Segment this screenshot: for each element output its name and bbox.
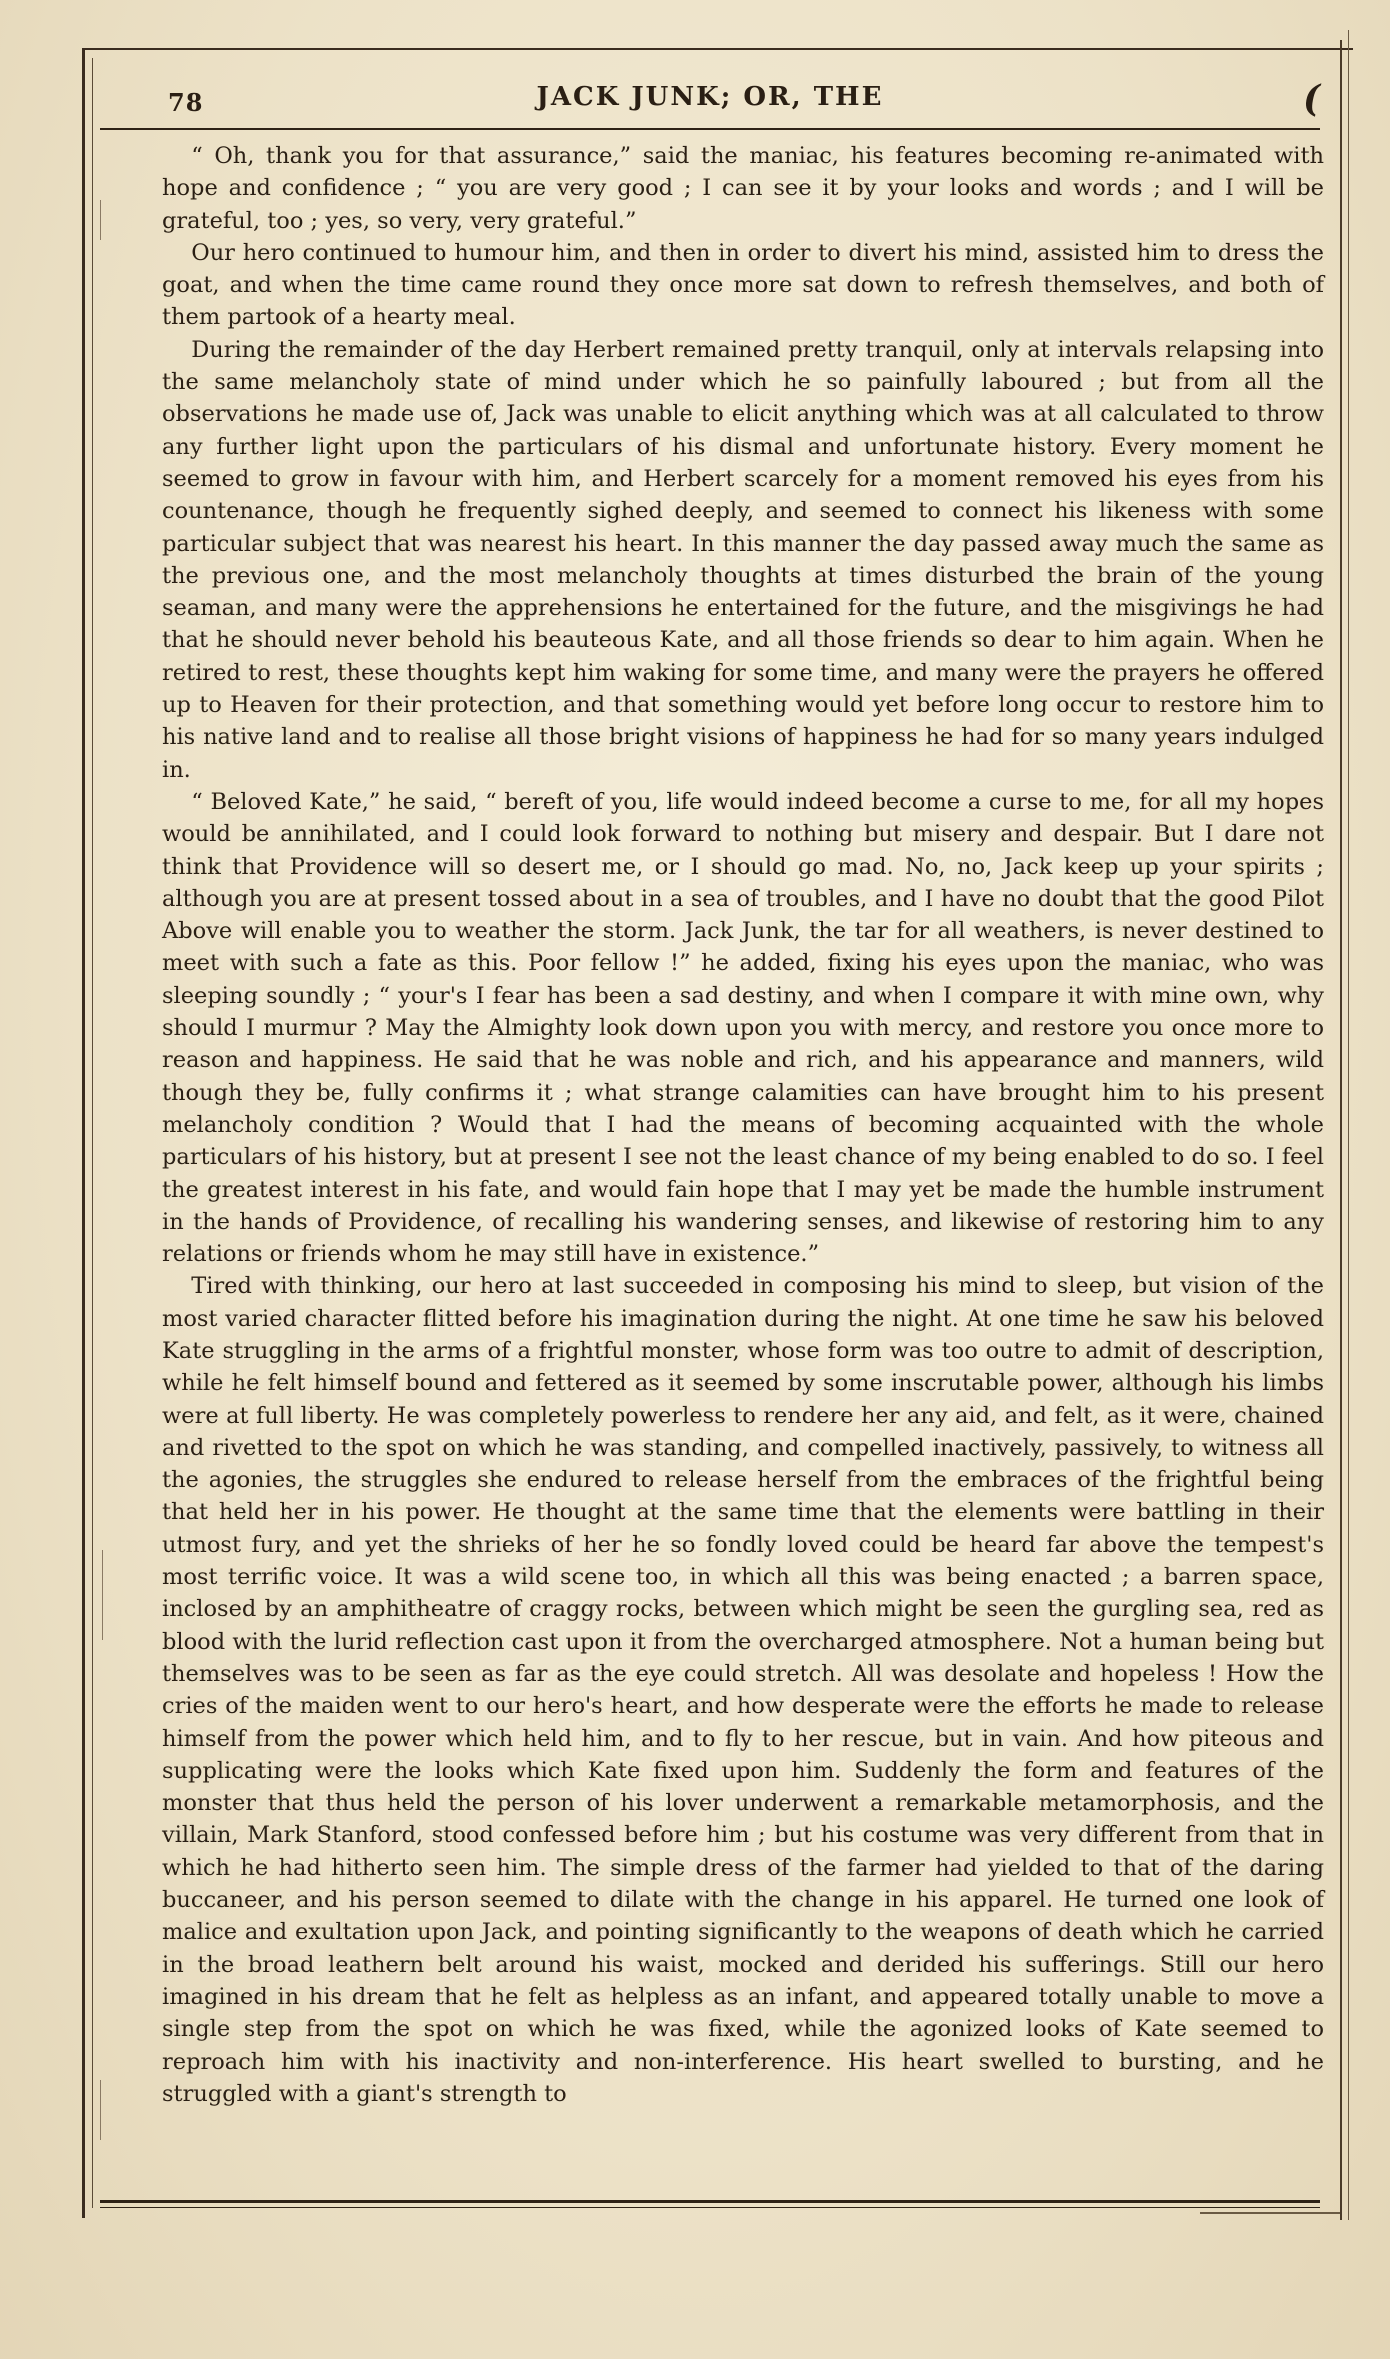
footer-double-rule <box>100 2200 1320 2208</box>
paragraph-1: “ Oh, thank you for that assurance,” said the maniac, his features becoming re-animated with hope and confidence ; “ you are very good ; I can see it by your looks and words ; and I will be grateful, too ; yes, so very, very grateful.” <box>162 143 1324 234</box>
running-title: JACK JUNK; OR, THE <box>536 82 884 112</box>
page-number: 78 <box>168 88 204 117</box>
paragraph-5: Tired with thinking, our hero at last succeeded in composing his mind to sleep, but vision of the most varied character flitted before his imagination during the night. At one time he saw his beloved Kate struggling in the arms of a frightful monster, whose form was too outre to admit of description, while he felt himself bound and fettered as it seemed by some inscrutable power, although his limbs were at full liberty. He was completely powerless to rendere her any aid, and felt, as it were, chained and rivetted to the spot on which he was standing, and compelled inactively, passively, to witness all the agonies, the struggles she endured to release herself from the embraces of the frightful being that held her in his power. He thought at the same time that the elements were battling in their utmost fury, and yet the shrieks of her he so fondly loved could be heard far above the tempest's most terrific voice. It was a wild scene too, in which all this was being enacted ; a barren space, inclosed by an amphitheatre of craggy rocks, between which might be seen the gurgling sea, red as blood with the lurid reflection cast upon it from the overcharged atmosphere. Not a human being but themselves was to be seen as far as the eye could stretch. All was desolate and hopeless ! How the cries of the maiden went to our hero's heart, and how desperate were the efforts he made to release himself from the power which held him, and to fly to her rescue, but in vain. And how piteous and supplicating were the looks which Kate fixed upon him. Suddenly the form and features of the monster that thus held the person of his lover underwent a remarkable metamorphosis, and the villain, Mark Stanford, stood confessed before him ; but his costume was very different from that in which he had hitherto seen him. The simple dress of the farmer had yielded to that of the daring buccaneer, and his person seemed to dilate with the change in his apparel. He turned one look of malice and exultation upon Jack, and pointing significantly to the weapons of death which he carried in the broad leathern belt around his waist, mocked and derided his sufferings. Still our hero imagined in his dream that he felt as helpless as an infant, and appeared totally unable to move a single step from the spot on which he was fixed, while the agonized looks of Kate seemed to reproach him with his inactivity and non-interference. His heart swelled to bursting, and he struggled with a giant's strength to <box>162 1273 1324 2107</box>
paragraph-3: During the remainder of the day Herbert remained pretty tranquil, only at intervals relapsing into the same melancholy state of mind under which he so painfully laboured ; but from all the observations he made use of, Jack was unable to elicit anything which was at all calculated to throw any further light upon the particulars of his dismal and unfortunate history. Every moment he seemed to grow in favour with him, and Herbert scarcely for a moment removed his eyes from his countenance, though he frequently sighed deeply, and seemed to connect his likeness with some particular subject that was nearest his heart. In this manner the day passed away much the same as the previous one, and the most melancholy thoughts at times disturbed the brain of the young seaman, and many were the apprehensions he entertained for the future, and the misgivings he had that he should never behold his beauteous Kate, and all those friends so dear to him again. When he retired to rest, these thoughts kept him waking for some time, and many were the prayers he offered up to Heaven for their protection, and that something would yet before long occur to restore him to his native land and to realise all those bright visions of happiness he had for so many years indulged in. <box>162 336 1324 783</box>
page-border-right-outer <box>1348 30 1349 2220</box>
page-border-right <box>1340 40 1342 2220</box>
header-rule <box>100 128 1320 130</box>
article-body <box>162 140 1324 2110</box>
header-corner-mark: ( <box>1302 78 1320 120</box>
margin-pencil-marks <box>96 200 116 2150</box>
paragraph-2: Our hero continued to humour him, and then in order to divert his mind, assisted him to dress the goat, and when the time came round they once more sat down to refresh themselves, and both of them partook of a hearty meal. <box>162 239 1324 331</box>
paragraph-4: “ Beloved Kate,” he said, “ bereft of you, life would indeed become a curse to me, for all my hopes would be annihilated, and I could look forward to nothing but misery and despair. But I dare not think that Providence will so desert me, or I should go mad. No, no, Jack keep up your spirits ; although you are at present tossed about in a sea of troubles, and I have no doubt that the good Pilot Above will enable you to weather the storm. Jack Junk, the tar for all weathers, is never destined to meet with such a fate as this. Poor fellow !” he added, fixing his eyes upon the maniac, who was sleeping soundly ; “ your's I fear has been a sad destiny, and when I compare it with mine own, why should I murmur ? May the Almighty look down upon you with mercy, and restore you once more to reason and happiness. He said that he was noble and rich, and his appearance and manners, wild though they be, fully confirms it ; what strange calamities can have brought him to his present melancholy condition ? Would that I had the means of becoming acquainted with the whole particulars of his history, but at present I see not the least chance of my being enabled to do so. I feel the greatest interest in his fate, and would fain hope that I may yet be made the humble instrument in the hands of Providence, of recalling his wandering senses, and likewise of restoring him to any relations or friends whom he may still have in existence.” <box>162 788 1324 1268</box>
page-header <box>100 78 1320 128</box>
footer-rule-tail <box>1200 2212 1340 2214</box>
